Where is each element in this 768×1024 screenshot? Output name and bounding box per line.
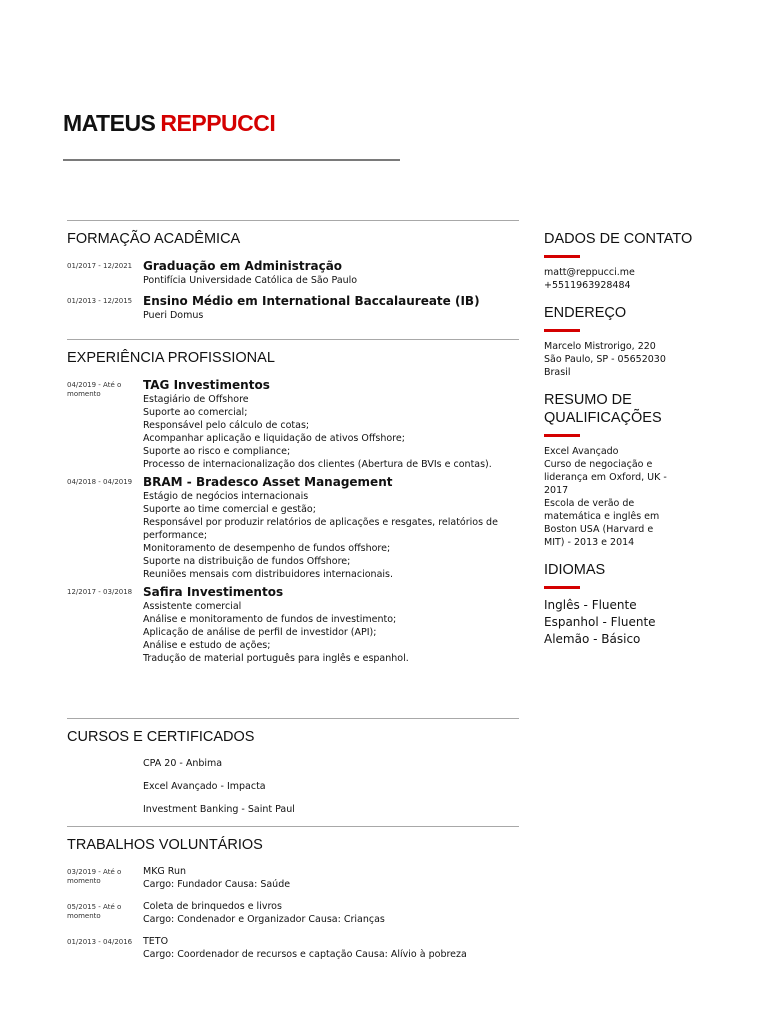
- qualification-line: Excel Avançado: [544, 446, 619, 457]
- course-line: Investment Banking - Saint Paul: [143, 804, 295, 815]
- course-entry: [67, 803, 519, 816]
- section-title-courses: CURSOS E CERTIFICADOS: [67, 729, 255, 745]
- entry-date: 01/2017 - 12/2021: [67, 262, 133, 270]
- sidebar: [544, 230, 714, 660]
- entry-title: Graduação em Administração: [143, 259, 343, 273]
- accent-bar: [544, 255, 580, 258]
- qualification-line: Boston USA (Harvard e: [544, 524, 654, 535]
- qualification-line: Curso de negociação e: [544, 459, 653, 470]
- entry-line: TETO: [143, 936, 169, 947]
- name-divider: [63, 159, 400, 161]
- entry-line: Responsável por produzir relatórios de aplicações e resgates, relatórios de performance;: [143, 517, 498, 541]
- entry-line: Suporte ao comercial;: [143, 407, 248, 418]
- entry-title: BRAM - Bradesco Asset Management: [143, 475, 393, 489]
- entry-line: Coleta de brinquedos e livros: [143, 901, 282, 912]
- experience-entry: [67, 585, 519, 665]
- address-title: ENDEREÇO: [544, 305, 627, 321]
- entry-title: TAG Investimentos: [143, 378, 270, 392]
- contact-block: [544, 230, 714, 292]
- section-title-education: FORMAÇÃO ACADÊMICA: [67, 231, 241, 247]
- entry-title: Safira Investimentos: [143, 585, 284, 599]
- languages-title: IDIOMAS: [544, 562, 606, 578]
- education-entry: [67, 259, 519, 287]
- entry-line: Suporte na distribuição de fundos Offshore;: [143, 556, 351, 567]
- experience-entry: [67, 475, 519, 581]
- entry-line: Processo de internacionalização dos clientes (Abertura de BVIs e contas).: [143, 459, 492, 470]
- qualifications-title-line: QUALIFICAÇÕES: [544, 410, 662, 426]
- entry-date: 01/2013 - 12/2015: [67, 297, 133, 305]
- entry-line: Cargo: Condenador e Organizador Causa: Crianças: [143, 914, 385, 925]
- entry-line: Aplicação de análise de perfil de investidor (API);: [143, 627, 377, 638]
- entry-line: Pueri Domus: [143, 310, 204, 321]
- address-line: São Paulo, SP - 05652030: [544, 354, 666, 365]
- entry-date: 04/2019 - Até o momento: [67, 381, 122, 398]
- contact-phone: +5511963928484: [544, 280, 631, 291]
- volunteer-entry: [67, 935, 519, 961]
- entry-line: Estagiário de Offshore: [143, 394, 249, 405]
- course-line: CPA 20 - Anbima: [143, 758, 223, 769]
- entry-line: Pontifícia Universidade Católica de São Paulo: [143, 275, 358, 286]
- qualification-line: matemática e inglês em: [544, 511, 660, 522]
- volunteer-section: [67, 826, 519, 961]
- accent-bar: [544, 586, 580, 589]
- entry-line: Análise e monitoramento de fundos de investimento;: [143, 614, 397, 625]
- entry-line: Acompanhar aplicação e liquidação de ativos Offshore;: [143, 433, 405, 444]
- entry-line: Cargo: Fundador Causa: Saúde: [143, 879, 291, 890]
- section-title-volunteer: TRABALHOS VOLUNTÁRIOS: [67, 837, 263, 853]
- entry-date: 12/2017 - 03/2018: [67, 588, 133, 596]
- qualification-line: MIT) - 2013 e 2014: [544, 537, 635, 548]
- qualification-line: 2017: [544, 485, 569, 496]
- entry-line: MKG Run: [143, 866, 187, 877]
- first-name: MATEUS: [63, 110, 156, 136]
- qualification-line: Escola de verão de: [544, 498, 635, 509]
- entry-line: Cargo: Coordenador de recursos e captação Causa: Alívio à pobreza: [143, 949, 467, 960]
- language-line: Alemão - Básico: [544, 632, 641, 646]
- course-entry: [67, 757, 519, 770]
- contact-email: matt@reppucci.me: [544, 267, 635, 278]
- languages-block: [544, 561, 714, 648]
- entry-line: Suporte ao time comercial e gestão;: [143, 504, 316, 515]
- entry-date: 03/2019 - Até o momento: [67, 868, 122, 885]
- entry-line: Tradução de material português para inglês e espanhol.: [143, 653, 409, 664]
- entry-title: Ensino Médio em International Baccalaureate (IB): [143, 294, 480, 308]
- entry-date: 05/2015 - Até o momento: [67, 903, 122, 920]
- education-entry: [67, 294, 519, 322]
- qualifications-title-line: RESUMO DE: [544, 392, 632, 408]
- section-title-experience: EXPERIÊNCIA PROFISSIONAL: [67, 350, 275, 366]
- course-entry: [67, 780, 519, 793]
- language-line: Inglês - Fluente: [544, 598, 637, 612]
- address-line: Marcelo Mistrorigo, 220: [544, 341, 656, 352]
- main-column: [67, 220, 519, 961]
- experience-entry: [67, 378, 519, 471]
- experience-section: [67, 339, 519, 718]
- resume-name: [63, 110, 275, 137]
- contact-title: DADOS DE CONTATO: [544, 231, 693, 247]
- volunteer-entry: [67, 865, 519, 891]
- entry-line: Responsável pelo cálculo de cotas;: [143, 420, 310, 431]
- volunteer-entry: [67, 900, 519, 926]
- entry-line: Estágio de negócios internacionais: [143, 491, 309, 502]
- entry-line: Reuniões mensais com distribuidores internacionais.: [143, 569, 394, 580]
- entry-line: Monitoramento de desempenho de fundos offshore;: [143, 543, 391, 554]
- entry-line: Suporte ao risco e compliance;: [143, 446, 291, 457]
- last-name: REPPUCCI: [160, 110, 276, 136]
- qualification-line: liderança em Oxford, UK -: [544, 472, 667, 483]
- entry-date: 04/2018 - 04/2019: [67, 478, 133, 486]
- entry-date: 01/2013 - 04/2016: [67, 938, 133, 946]
- address-block: [544, 304, 714, 379]
- entry-line: Análise e estudo de ações;: [143, 640, 271, 651]
- accent-bar: [544, 434, 580, 437]
- course-line: Excel Avançado - Impacta: [143, 781, 266, 792]
- education-section: [67, 220, 519, 339]
- courses-section: [67, 718, 519, 826]
- entry-line: Assistente comercial: [143, 601, 242, 612]
- address-line: Brasil: [544, 367, 571, 378]
- accent-bar: [544, 329, 580, 332]
- language-line: Espanhol - Fluente: [544, 615, 656, 629]
- qualifications-block: [544, 391, 714, 549]
